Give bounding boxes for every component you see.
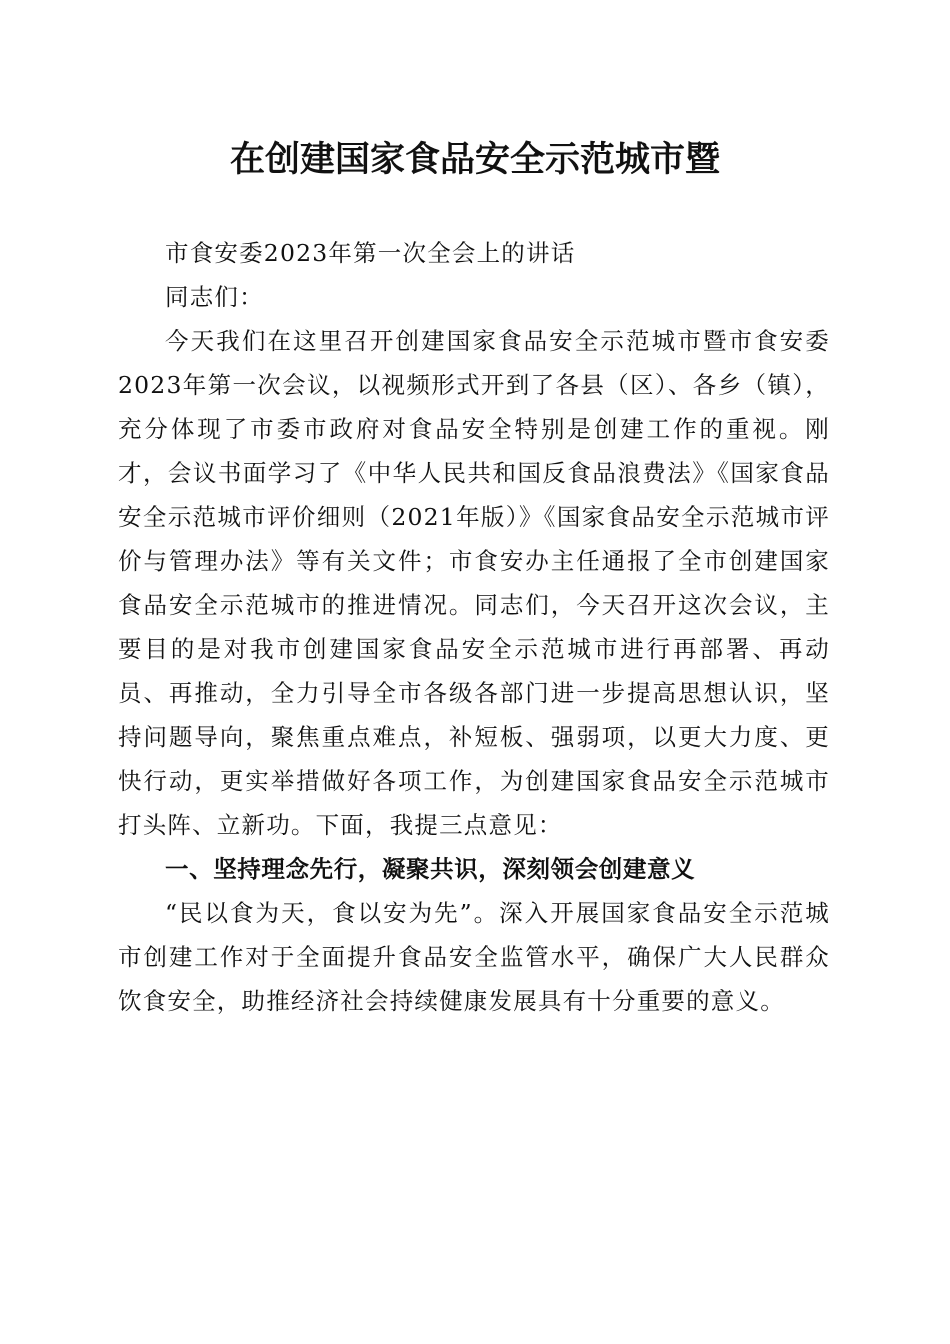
document-title: 在创建国家食品安全示范城市暨 (229, 140, 720, 180)
body-paragraph-1: 今天我们在这里召开创建国家食品安全示范城市暨市食安委2023年第一次会议，以视频形式开到了各县（区）、各乡（镇），充分体现了市委市政府对食品安全特别是创建工作的重视。刚才，会议书面学习了《中华人民共和国反食品浪费法》《国家食品安全示范城市评价细则（2021年版）》《国家食品安全示范城市评价与管理办法》等有关文件；市食安办主任通报了全市创建国家食品安全示范城市的推进情况。同志们，今天召开这次会议，主要目的是对我市创建国家食品安全示范城市进行再部署、再动员、再推动，全力引导全市各级各部门进一步提高思想认识，坚持问题导向，聚焦重点难点，补短板、强弱项，以更大力度、更快行动，更实举措做好各项工作，为创建国家食品安全示范城市打头阵、立新功。下面，我提三点意见： (118, 327, 830, 839)
body-paragraph-2: “民以食为天，食以安为先”。深入开展国家食品安全示范城市创建工作对于全面提升食品安全监管水平，确保广大人民群众饮食安全，助推经济社会持续健康发展具有十分重要的意义。 (118, 899, 830, 1015)
document-subtitle: 市食安委2023年第一次全会上的讲话 (165, 239, 576, 267)
document-body (118, 231, 830, 1023)
section-heading-1: 一、坚持理念先行，凝聚共识，深刻领会创建意义 (165, 855, 696, 883)
greeting: 同志们： (165, 283, 264, 311)
